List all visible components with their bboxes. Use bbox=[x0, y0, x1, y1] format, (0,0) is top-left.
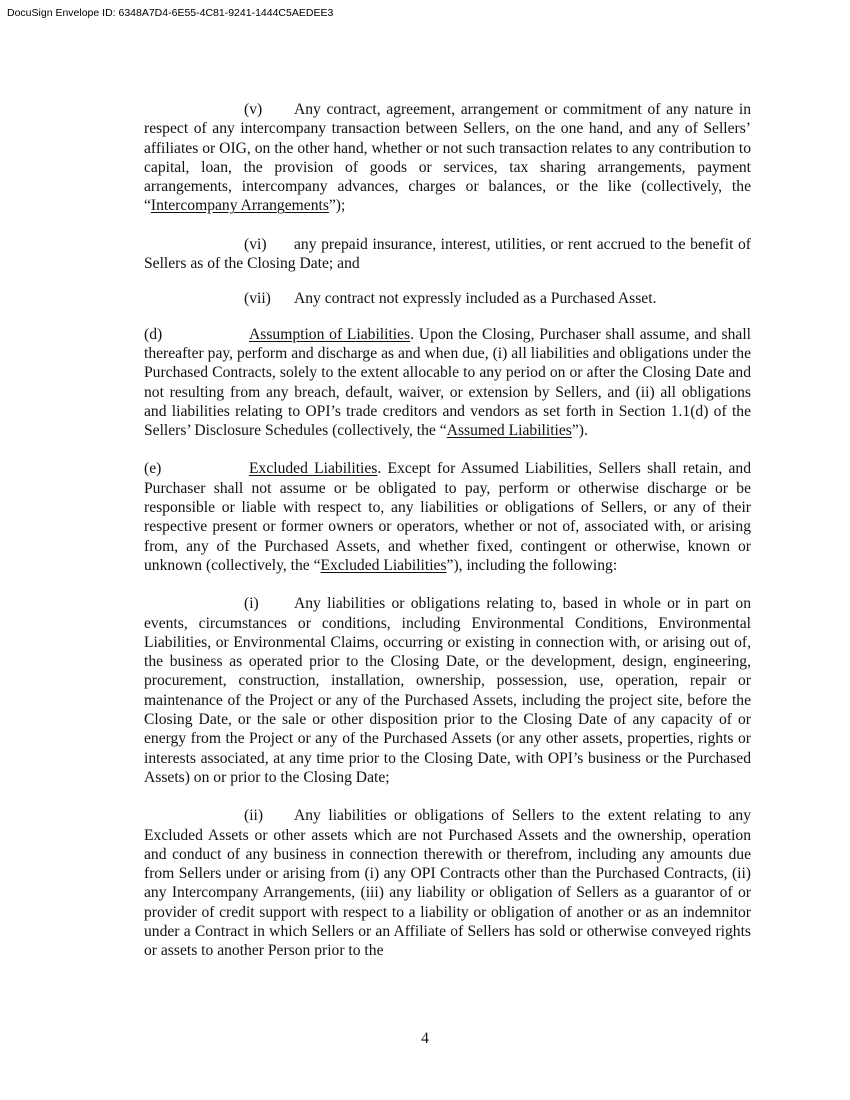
clause-text: Any contract, agreement, arrangement or commitment of any nature in respect of any intercompany transaction between Sellers, on the one hand, and any of Sellers’ affiliates or OIG, on the other hand, whether or not such transaction relates to any contribution to capital, loan, the provision of goods or services, tax sharing arrangements, payment arrangements, intercompany advances, charges or balances, or the like (collectively, the “ bbox=[144, 101, 751, 215]
section-heading: Assumption of Liabilities bbox=[249, 325, 411, 343]
section-text-end: ”), including the following: bbox=[446, 556, 618, 574]
defined-term: Intercompany Arrangements bbox=[150, 197, 329, 215]
section-d bbox=[144, 325, 751, 441]
clause-vii bbox=[144, 289, 751, 308]
clause-v bbox=[144, 100, 751, 216]
clause-number: (i) bbox=[244, 595, 259, 613]
clause-e-ii bbox=[144, 806, 751, 960]
clause-number: (v) bbox=[244, 101, 263, 118]
defined-term: Assumed Liabilities bbox=[446, 422, 572, 440]
defined-term: Excluded Liabilities bbox=[320, 556, 447, 574]
clause-text: Any liabilities or obligations of Sellers to the extent relating to any Excluded Assets or other assets which are not Purchased Assets and the ownership, operation and conduct of any business in connection therewith or therefrom, including any amounts due from Sellers under or arising from (i) any OPI Contracts other than the Purchased Contracts, (ii) any Intercompany Arrangements, (iii) any liability or obligation of Sellers as a guarantor of or provider of credit support with respect to a liability or obligation of another or as an indemnitor under a Contract in which Sellers or an Affiliate of Sellers has sold or otherwise conveyed rights or assets to another Person prior to the bbox=[144, 807, 751, 960]
section-letter: (e) bbox=[144, 460, 162, 478]
document-body bbox=[144, 100, 751, 961]
clause-number: (vi) bbox=[244, 235, 267, 253]
clause-text: any prepaid insurance, interest, utilities, or rent accrued to the benefit of Sellers as of the Closing Date; and bbox=[144, 235, 751, 273]
section-text: . Upon the Closing, Purchaser shall assume, and shall thereafter pay, perform and discharge as and when due, (i) all liabilities and obligations under the Purchased Contracts, solely to the extent allocable to any period on or after the Closing Date and not resulting from any breach, default, waiver, or extension by Sellers, and (ii) all obligations and liabilities relating to OPI’s trade creditors and vendors as set forth in Section 1.1(d) of the Sellers’ Disclosure Schedules (collectively, the “ bbox=[144, 325, 751, 440]
clause-e-i bbox=[144, 594, 751, 787]
section-heading: Excluded Liabilities bbox=[249, 460, 378, 478]
section-text-end: ”). bbox=[571, 422, 588, 440]
clause-number: (ii) bbox=[244, 807, 264, 825]
page-number: 4 bbox=[421, 1030, 429, 1047]
clause-vi bbox=[144, 235, 751, 274]
clause-number: (vii) bbox=[244, 290, 271, 308]
clause-text-end: ”); bbox=[328, 197, 346, 215]
section-text: . Except for Assumed Liabilities, Sellers shall retain, and Purchaser shall not assume or be obligated to pay, perform or otherwise discharge or be responsible or liable with respect to, any liabilities or obligations of Sellers, or any of their respective present or former owners or operators, whether or not of, associated with, or arising from, any of the Purchased Assets, and whether fixed, contingent or otherwise, known or unknown (collectively, the “ bbox=[144, 460, 751, 574]
section-letter: (d) bbox=[144, 325, 163, 343]
clause-text: Any contract not expressly included as a Purchased Asset. bbox=[294, 290, 657, 308]
docusign-envelope-id: DocuSign Envelope ID: 6348A7D4-6E55-4C81-9241-1444C5AEDEE3 bbox=[7, 7, 334, 19]
section-e bbox=[144, 459, 751, 575]
clause-text: Any liabilities or obligations relating to, based in whole or in part on events, circumstances or conditions, including Environmental Conditions, Environmental Liabilities, or Environmental Claims, occurring or existing in connection with, or arising out of, the business as operated prior to the Closing Date, or the development, design, engineering, procurement, construction, installation, ownership, possession, use, operation, repair or maintenance of the Project or any of the Purchased Assets, including the project site, before the Closing Date, or the sale or other disposition prior to the Closing Date of any capacity of or energy from the Project or any of the Purchased Assets (or any other assets, properties, rights or interests associated, at any time prior to the Closing Date, with OPI’s business or the Purchased Assets) on or prior to the Closing Date; bbox=[144, 595, 751, 786]
